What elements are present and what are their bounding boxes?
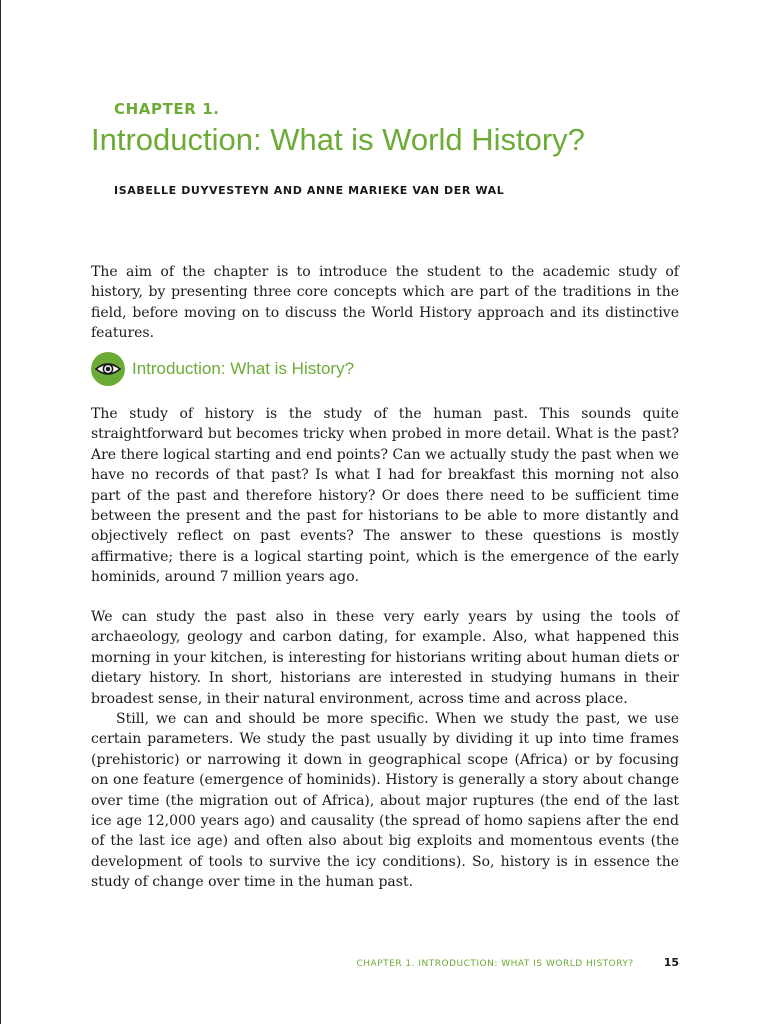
running-head: CHAPTER 1. INTRODUCTION: WHAT IS WORLD HISTORY? — [356, 959, 634, 969]
page-footer — [1, 956, 679, 969]
chapter-label: CHAPTER 1. — [114, 100, 220, 118]
section-heading — [91, 352, 354, 386]
intro-paragraph: The aim of the chapter is to introduce the student to the academic study of history, by presenting three core concepts which are part of the traditions in the field, before moving on to discuss the World History approach and its distinctive features. — [91, 264, 679, 342]
page-number: 15 — [663, 956, 679, 969]
body-paragraph-1: The study of history is the study of the human past. This sounds quite straightforward but becomes tricky when probed in more detail. What is the past? Are there logical starting and end points? Can we actually study the past when we have no records of that past? Is what I had for breakfast this morning not also part of the past and therefore history? Or does there need to be sufficient time between the present and the past for historians to be able to more distantly and objectively reflect on past events? The answer to these questions is mostly affirmative; there is a logical starting point, which is the emergence of the early hominids, around 7 million years ago. — [91, 406, 679, 586]
eye-icon — [91, 352, 125, 386]
chapter-title: Introduction: What is World History? — [91, 122, 585, 157]
body-paragraph-3: Still, we can and should be more specific. When we study the past, we use certain parameters. We study the past usually by dividing it up into time frames (prehistoric) or narrowing it down in geographical scope (Africa) or by focusing on one feature (emergence of hominids). History is generally a story about change over time (the migration out of Africa), about major ruptures (the end of the last ice age 12,000 years ago) and causality (the spread of homo sapiens after the end of the last ice age) and often also about big exploits and momentous events (the development of tools to survive the icy conditions). So, history is in essence the study of change over time in the human past. — [91, 711, 679, 891]
section-title: Introduction: What is History? — [132, 359, 355, 378]
chapter-authors: ISABELLE DUYVESTEYN AND ANNE MARIEKE VAN DER WAL — [114, 184, 505, 197]
body-paragraph-2: We can study the past also in these very early years by using the tools of archaeology, geology and carbon dating, for example. Also, what happened this morning in your kitchen, is interesting for historians writing about human diets or dietary history. In short, historians are interested in studying humans in their broadest sense, in their natural environment, across time and across place. — [91, 609, 679, 707]
